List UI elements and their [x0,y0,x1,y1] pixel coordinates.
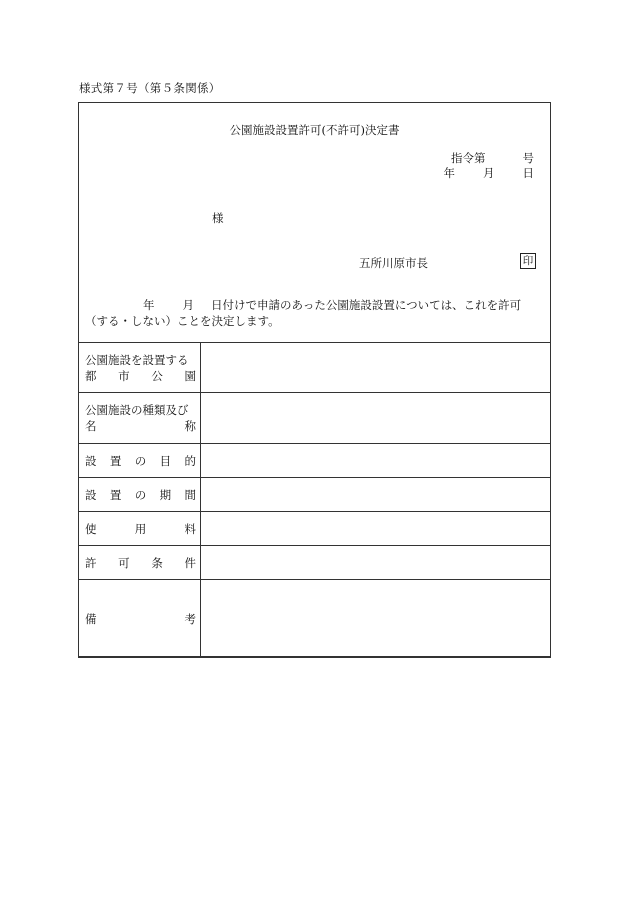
date-year: 年 [443,166,455,180]
label-char: 目 [159,453,172,468]
table-row [79,343,551,393]
label-char: 料 [184,521,196,536]
date-month: 月 [483,166,495,180]
table-row [79,580,551,658]
row-label-park [79,343,201,393]
label-line-spread [85,368,196,384]
form-number: 様式第７号（第５条関係） [79,81,221,95]
label-char: 名 [85,419,97,433]
command-number-line [451,150,534,166]
label-char: 間 [184,487,196,502]
label-char: の [134,487,147,502]
issuer-name: 五所川原市長 [359,256,428,270]
label-char: 可 [118,555,130,570]
label-char: 置 [109,453,122,468]
decision-statement [85,297,542,329]
date-day: 日 [522,166,534,180]
label-char: 的 [184,453,196,468]
label-char: 件 [184,555,196,570]
label-char: 設 [85,487,97,502]
value-fee[interactable] [201,512,551,546]
body-text: 日付けで申請のあった公園施設設置については、これを許可（する・しない）ことを決定します。 [85,298,522,328]
label-char: 公 [151,368,163,383]
label-char: 市 [118,368,130,383]
seal-mark: 印 [520,253,536,269]
label-char: の [134,453,147,468]
table-row [79,478,551,512]
command-label: 指令第 [451,151,486,165]
value-period[interactable] [201,478,551,512]
label-line: 公園施設を設置する [85,352,189,367]
body-year: 年 [143,298,155,312]
value-facility-type[interactable] [201,393,551,444]
table-row [79,393,551,444]
label-char: 設 [85,453,97,468]
label-line: 公園施設の種類及び [85,403,189,417]
row-label-purpose [79,444,201,478]
table-row [79,546,551,580]
row-label-conditions [79,546,201,580]
row-label-remarks [79,580,201,658]
value-purpose[interactable] [201,444,551,478]
issue-date-line [444,165,535,181]
row-label-facility-type [79,393,201,444]
label-char: 考 [184,611,196,626]
command-suffix: 号 [522,151,534,165]
table-row [79,444,551,478]
details-table [78,342,551,658]
value-remarks[interactable] [201,580,551,658]
label-line-spread [85,418,196,434]
row-label-period [79,478,201,512]
document-title: 公園施設設置許可(不許可)決定書 [229,123,400,137]
body-month: 月 [182,298,194,312]
label-char: 条 [151,555,163,570]
label-char: 置 [109,487,122,502]
label-char: 都 [85,368,97,383]
table-row [79,512,551,546]
label-char: 許 [85,555,97,570]
label-char: 園 [184,368,196,383]
value-conditions[interactable] [201,546,551,580]
label-char: 使 [85,521,97,536]
label-char: 備 [85,611,97,626]
row-label-fee [79,512,201,546]
label-char: 期 [159,487,172,502]
label-char: 称 [184,419,196,433]
addressee-honorific: 様 [212,211,224,225]
value-park[interactable] [201,343,551,393]
label-char: 用 [134,521,147,536]
decision-form [78,102,551,657]
